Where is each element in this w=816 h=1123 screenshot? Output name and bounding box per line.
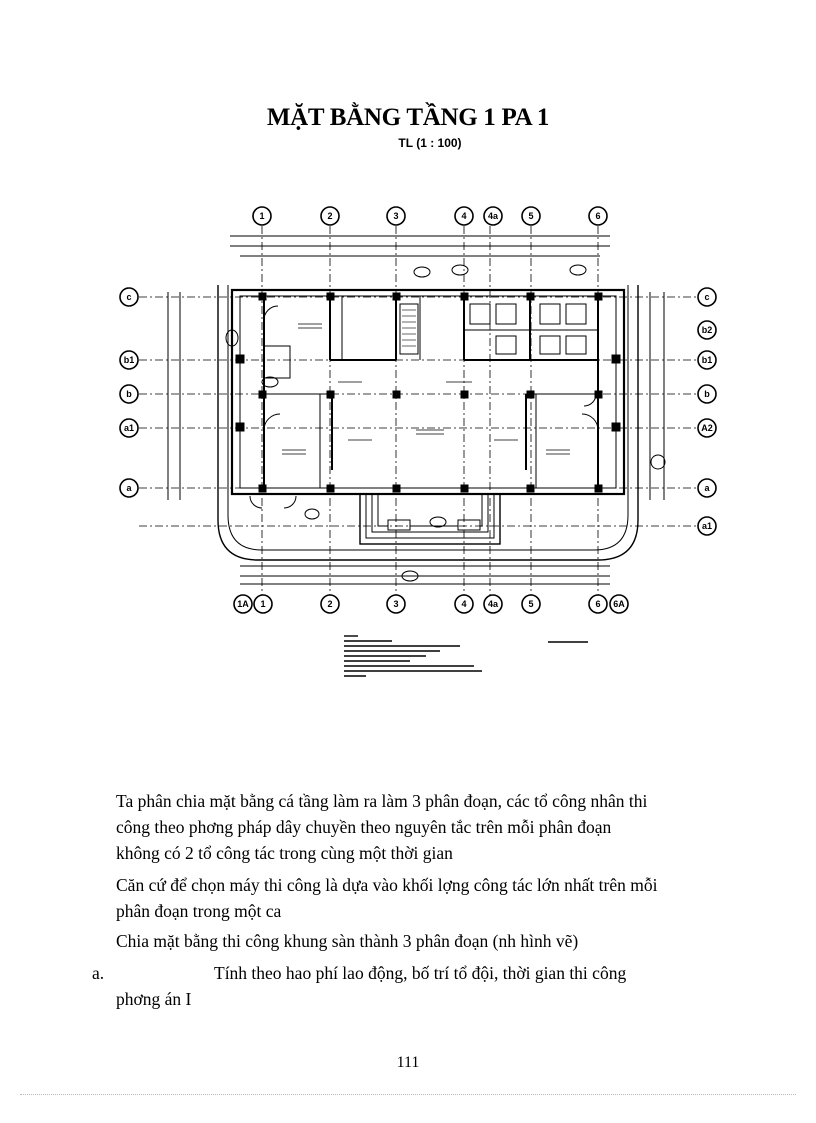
- grid-right-bubbles: [698, 288, 716, 535]
- text-line: phân đoạn trong một ca: [116, 901, 282, 921]
- grid-label: a: [126, 483, 132, 493]
- grid-bottom-bubbles: [234, 595, 628, 613]
- grid-label: 6A: [613, 599, 625, 609]
- grid-label: 5: [528, 211, 534, 221]
- grid-label: 5: [528, 599, 534, 609]
- text-line: không có 2 tổ công tác trong cùng một thời gian: [116, 843, 453, 863]
- grid-label: 2: [327, 599, 333, 609]
- paragraph-phan-doan: [116, 788, 718, 866]
- page-number: 111: [396, 1054, 420, 1071]
- grid-label: c: [704, 292, 710, 302]
- drawing-title: MẶT BẰNG TẦNG 1 PA 1: [266, 104, 550, 131]
- grid-label: b: [704, 389, 710, 399]
- text-line: Căn cứ để chọn máy thi công là dựa vào khối lợng công tác lớn nhất trên mỗi: [116, 875, 658, 895]
- grid-label: c: [126, 292, 132, 302]
- grid-label: 1A: [237, 599, 249, 609]
- grid-label: A2: [701, 423, 713, 433]
- grid-label: 3: [393, 211, 399, 221]
- grid-label: b1: [123, 355, 135, 365]
- paragraph-chia-mat-bang: [116, 928, 718, 954]
- text-line: phơng án I: [116, 989, 192, 1009]
- grid-label: 4a: [487, 599, 499, 609]
- grid-label: 6: [595, 211, 601, 221]
- grid-label: b1: [701, 355, 713, 365]
- grid-label: 2: [327, 211, 333, 221]
- grid-label: 4: [461, 599, 467, 609]
- grid-label: b2: [701, 325, 713, 335]
- paragraph-chon-may: [116, 872, 718, 924]
- grid-label: 4: [461, 211, 467, 221]
- grid-label: b: [126, 389, 132, 399]
- grid-label: a1: [701, 521, 713, 531]
- text-line: Tính theo hao phí lao động, bố trí tổ đội, thời gian thi công: [214, 963, 627, 983]
- grid-label: a1: [123, 423, 135, 433]
- page-divider: [20, 1094, 796, 1095]
- grid-label: 3: [393, 599, 399, 609]
- grid-label: 1: [259, 211, 265, 221]
- list-item-label: a.: [92, 963, 105, 983]
- text-line: Ta phân chia mặt bằng cá tầng làm ra làm 3 phân đoạn, các tổ công nhân thi: [116, 791, 648, 811]
- drawing-legend: [344, 636, 588, 676]
- text-line: Chia mặt bằng thi công khung sàn thành 3 phân đoạn (nh hình vẽ): [116, 931, 579, 951]
- grid-label: 1: [260, 599, 266, 609]
- grid-label: a: [704, 483, 710, 493]
- list-item-text: [116, 960, 718, 1012]
- grid-label: 6: [595, 599, 601, 609]
- text-line: công theo phơng pháp dây chuyền theo nguyên tắc trên mỗi phân đoạn: [116, 817, 612, 837]
- grid-label: 4a: [487, 211, 499, 221]
- grid-top-bubbles: [253, 207, 607, 225]
- drawing-scale: TL (1 : 100): [398, 136, 462, 150]
- grid-left-bubbles: [120, 288, 138, 497]
